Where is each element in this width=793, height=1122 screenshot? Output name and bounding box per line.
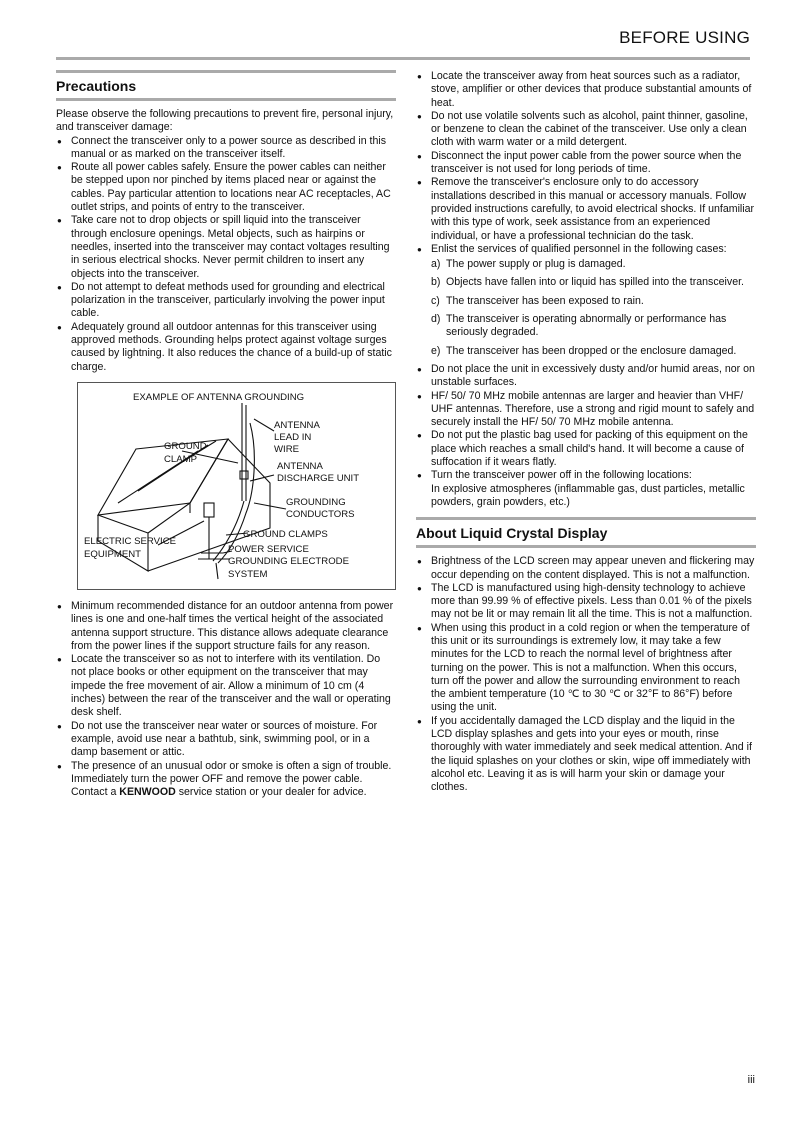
label-power-service-1: POWER SERVICE — [228, 543, 309, 555]
case-item — [416, 295, 756, 308]
list-item: ● Locate the transceiver so as not to interfere with its ventilation. Do not place books or other equipment on the transceiver that may impede the free movement of air. Allow a minimum of 10 cm (4 inches) between the rear of the transceiver and the wall or operating desk shelf. — [56, 653, 396, 719]
case-text: The transceiver has been exposed to rain. — [446, 294, 644, 307]
lcd-title: About Liquid Crystal Display — [416, 517, 756, 548]
label-antenna-lead-in-1: ANTENNA — [274, 419, 320, 431]
list-item: ● When using this product in a cold region or when the temperature of this unit or its surroundings is extremely low, it may take a few minutes for the LCD to reach the normal level of brightness after turning on the power. This is not a malfunction. When this occurs, turn off the power and allow the surrounding environment to reach the ambient temperature (10 ℃ to 30 ℃ or 32°F to 86°F) before using the unit. — [416, 622, 756, 715]
precautions-list-d — [416, 363, 756, 509]
case-item — [416, 313, 756, 340]
list-item: ● Do not attempt to defeat methods used for grounding and electrical polarization in the transceiver, particularly involving the power input cable. — [56, 281, 396, 321]
list-item: ● Minimum recommended distance for an outdoor antenna from power lines is one and one-half times the vertical height of the associated antenna support structure. This distance allows adequate clearance from the power lines if the support structure fails for any reason. — [56, 600, 396, 653]
service-cases-list — [416, 258, 756, 358]
list-item: ● Adequately ground all outdoor antennas for this transceiver using approved methods. Grounding helps protect against voltage surges caused by lightning. It also reduces the chance of a build-up of static charge. — [56, 321, 396, 374]
label-power-service-3: SYSTEM — [228, 568, 268, 580]
case-text: The transceiver has been dropped or the enclosure damaged. — [446, 344, 737, 357]
list-item: ● If you accidentally damaged the LCD display and the liquid in the LCD display splashes and gets into your eyes or mouth, rinse thoroughly with water immediately and seek medical attention. And if the liquid splashes on your clothes or skin, wipe off immediately with alcohol etc. Leaving it as is will harm your skin or damage your clothes. — [416, 715, 756, 795]
case-text: Objects have fallen into or liquid has spilled into the transceiver. — [446, 276, 744, 289]
case-letter: a) — [431, 258, 441, 271]
label-antenna-lead-in-3: WIRE — [274, 443, 300, 455]
page-number: iii — [747, 1074, 755, 1086]
list-item: ● Enlist the services of qualified personnel in the following cases: — [416, 243, 756, 256]
list-item: ● HF/ 50/ 70 MHz mobile antennas are larger and heavier than VHF/ UHF antennas. Therefore, use a strong and rigid mount to safely and securely install the HF/ 50/ 70 MHz mobile antenna. — [416, 390, 756, 430]
case-item — [416, 258, 756, 271]
list-item: ● Route all power cables safely. Ensure the power cables can neither be stepped upon nor pinched by items placed near or against the cables. Pay particular attention to locations near AC receptacles, AC outlet strips, and points of entry to the transceiver. — [56, 161, 396, 214]
right-column — [416, 70, 756, 795]
precautions-title: Precautions — [56, 70, 396, 101]
label-discharge-unit-1: ANTENNA — [277, 460, 323, 472]
list-item — [416, 469, 756, 509]
label-power-service-2: GROUNDING ELECTRODE — [228, 555, 349, 567]
power-off-text: Turn the transceiver power off in the following locations: — [431, 469, 692, 482]
label-electric-service-1: ELECTRIC SERVICE — [84, 535, 177, 547]
left-column — [56, 70, 396, 799]
case-text: The power supply or plug is damaged. — [446, 258, 626, 271]
precautions-list-c — [416, 70, 756, 256]
list-item: ● Do not put the plastic bag used for packing of this equipment on the place which reaches a small child's hand. It will become a cause of suffocation if it wears flatly. — [416, 429, 756, 469]
header-rule — [56, 57, 750, 60]
label-ground-clamp-1: GROUND — [164, 440, 207, 452]
list-item — [56, 760, 396, 800]
label-ground-clamp-2: CLAMP — [164, 453, 198, 465]
case-item — [416, 345, 756, 358]
case-letter: b) — [431, 276, 441, 289]
label-grounding-conductors-1: GROUNDING — [286, 496, 346, 508]
list-item: ● Take care not to drop objects or spill liquid into the transceiver through enclosure openings. Metal objects, such as hairpins or needles, inserted into the transceiver may contact voltages resulting in serious electrical shocks. Never permit children to insert any objects into the transceiver. — [56, 214, 396, 280]
odor-item-text-end: service station or your dealer for advice. — [175, 786, 367, 799]
label-grounding-conductors-2: CONDUCTORS — [286, 508, 355, 520]
list-item: ● Connect the transceiver only to a power source as described in this manual or as marked on the transceiver itself. — [56, 135, 396, 162]
label-electric-service-2: EQUIPMENT — [84, 548, 142, 560]
power-off-detail: In explosive atmospheres (inflammable gas, dust particles, metallic powders, grain powders, etc.) — [431, 482, 745, 508]
list-item: ● Locate the transceiver away from heat sources such as a radiator, stove, amplifier or other devices that produce substantial amounts of heat. — [416, 70, 756, 110]
list-item: ● Do not use the transceiver near water or sources of moisture. For example, avoid use near a bathtub, sink, swimming pool, or in a damp basement or attic. — [56, 720, 396, 760]
label-antenna-lead-in-2: LEAD IN — [274, 431, 312, 443]
list-item: ● Do not use volatile solvents such as alcohol, paint thinner, gasoline, or benzene to clean the cabinet of the transceiver. Use only a clean cloth with warm water or a mild detergent. — [416, 110, 756, 150]
list-item: ● Brightness of the LCD screen may appear uneven and flickering may occur depending on the content displayed. This is not a malfunction. — [416, 555, 756, 582]
case-letter: c) — [431, 294, 440, 307]
precautions-intro: Please observe the following precautions to prevent fire, personal injury, and transceiver damage: — [56, 108, 394, 134]
list-item: ● The LCD is manufactured using high-density technology to achieve more than 99.99 % of effective pixels. Less than 0.01 % of the pixels may not be lit or may remain lit all the time. This is not a malfunction. — [416, 582, 756, 622]
case-letter: d) — [431, 313, 441, 326]
odor-item-text: The presence of an unusual odor or smoke is often a sign of trouble. Immediately turn the power OFF and remove the power cable. Contact a — [71, 759, 392, 799]
label-ground-clamps: GROUND CLAMPS — [243, 528, 328, 540]
page-header-title: BEFORE USING — [619, 28, 750, 47]
diagram-title: EXAMPLE OF ANTENNA GROUNDING — [133, 391, 305, 403]
precautions-list-a — [56, 135, 396, 374]
precautions-list-b — [56, 600, 396, 799]
lcd-list — [416, 555, 756, 794]
label-discharge-unit-2: DISCHARGE UNIT — [277, 472, 360, 484]
list-item: ● Remove the transceiver's enclosure only to do accessory installations described in this manual or accessory manuals. Follow provided instructions carefully, to avoid electrical shocks. If unfamiliar with this type of work, seek assistance from an experienced individual, or have a professional technician do the task. — [416, 176, 756, 242]
brand-name: KENWOOD — [119, 786, 176, 799]
antenna-grounding-illustration — [78, 383, 397, 589]
antenna-grounding-diagram — [77, 382, 396, 590]
case-letter: e) — [431, 344, 441, 357]
case-item — [416, 276, 756, 289]
list-item: ● Disconnect the input power cable from the power source when the transceiver is not used for long periods of time. — [416, 150, 756, 177]
case-text: The transceiver is operating abnormally or performance has seriously degraded. — [446, 313, 727, 339]
list-item: ● Do not place the unit in excessively dusty and/or humid areas, nor on unstable surfaces. — [416, 363, 756, 390]
